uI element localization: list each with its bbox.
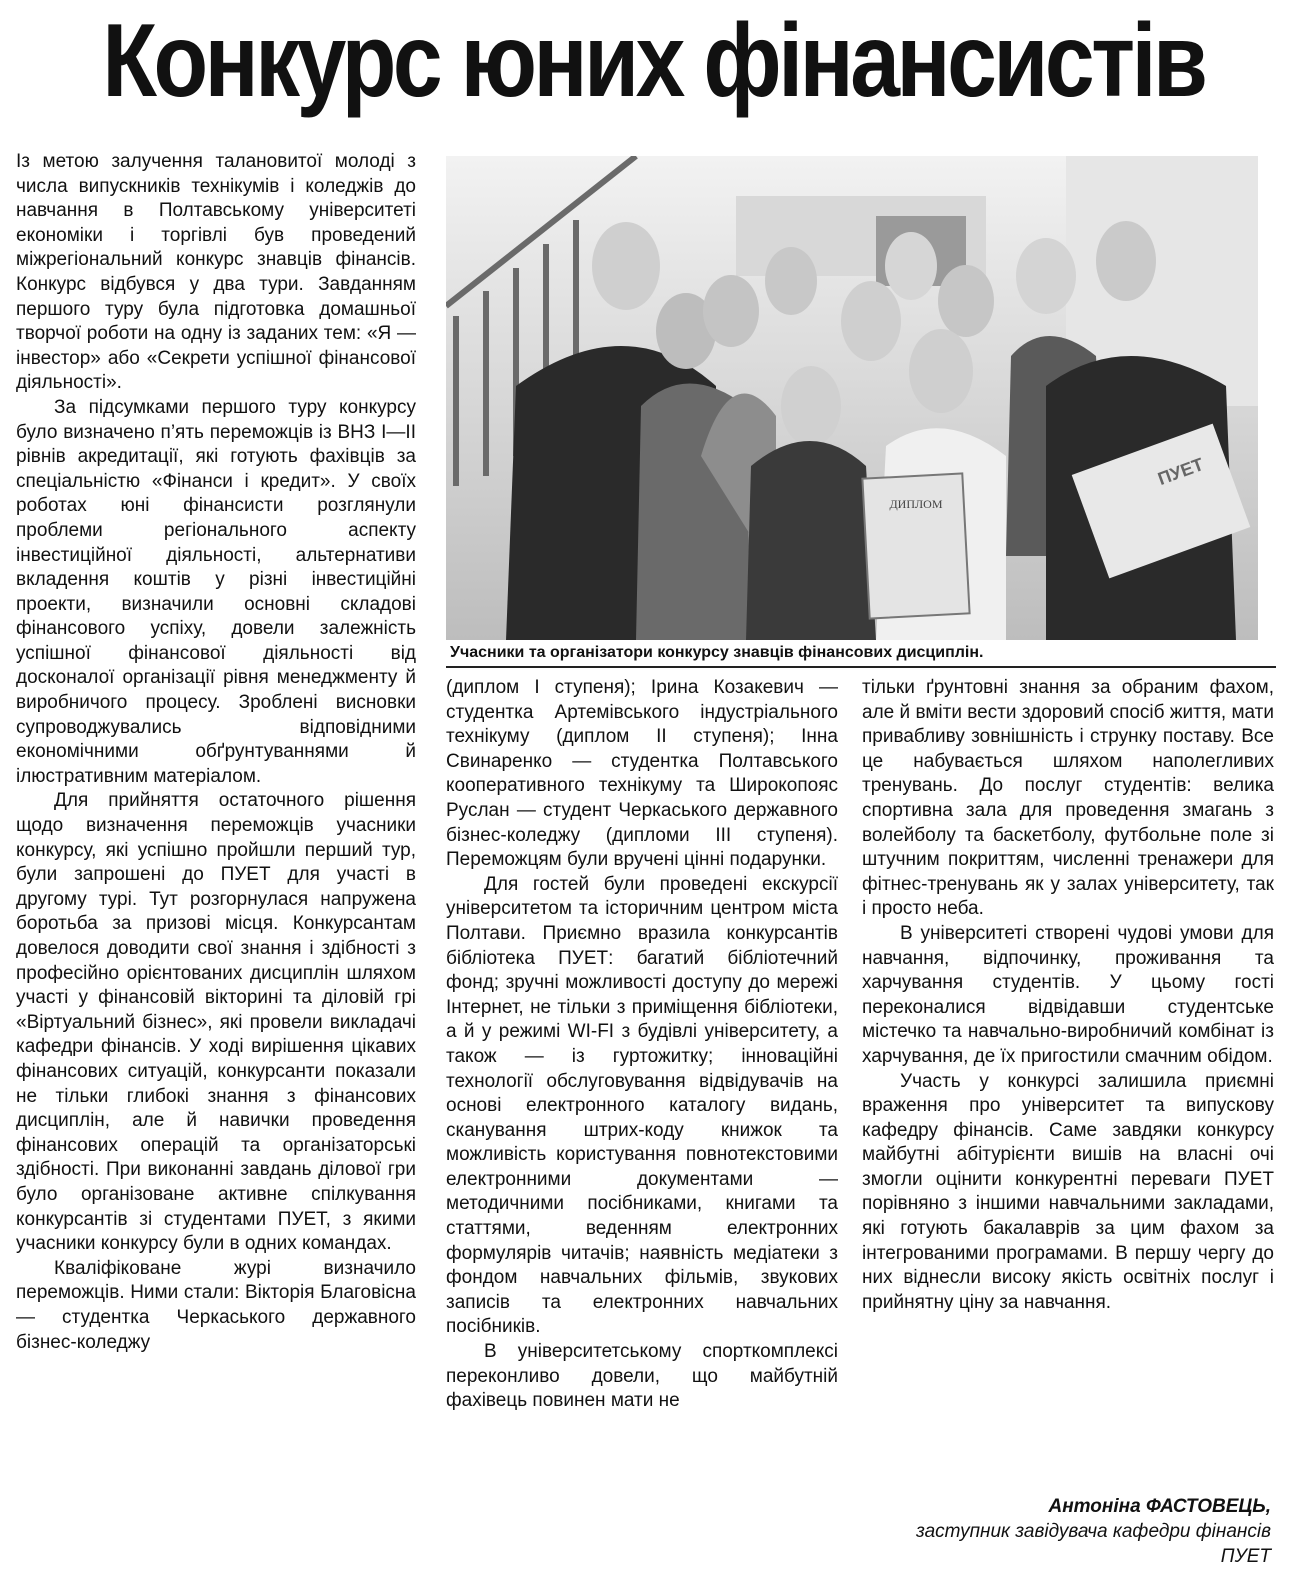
article-column-3 <box>862 676 1274 1315</box>
bag-logo-text: ПУЕТ <box>1155 454 1207 489</box>
article-column-1 <box>16 150 416 1355</box>
paragraph: тільки ґрунтовні знання за обраним фахом, але й вміти вести здоровий спосіб життя, мати привабливу зовнішність і струнку поставу. Все це набувається шляхом наполегливих тренувань. До послуг студентів: велика спортивна зала для проведення змагань з волейболу та баскетболу, футбольне поле зі штучним покриттям, численні тренажери для фітнес-тренувань як у залах університету, так і просто неба. <box>862 677 1274 920</box>
diploma-certificate <box>862 473 969 618</box>
paragraph: Для гостей були проведені екскурсії університетом та історичним центром міста Полтави. Приємно вразила конкурсантів бібліотека ПУЕТ: багатий бібліотечний фонд; зручні можливості доступу до мережі Інтернет, не тільки з приміщення бібліотеки, а й у режимі WI-FI з будівлі університету, а також — із гуртожитку; інноваційні технології обслуговування відвідувачів на основі електронного каталогу видань, сканування штрих-коду книжок та можливість користування повнотекстовими електронними документами — методичними посібниками, книгами та статтями, веденням електронних формулярів читачів; наявність медіатеки з фондом навчальних фільмів, звукових записів та електронних навчальних посібників. <box>446 873 838 1338</box>
article-column-2 <box>446 676 838 1414</box>
group-photo <box>446 156 1258 640</box>
author-name: Антоніна ФАСТОВЕЦЬ, <box>1048 1496 1271 1517</box>
paragraph: В університеті створені чудові умови для навчання, відпочинку, проживання та харчування студентів. У цьому гості переконалися відвідавши студентське містечко та навчально-виробничий комбінат із харчування, де їх пригостили смачним обідом. <box>862 922 1274 1067</box>
photo-caption: Учасники та організатори конкурсу знавців фінансових дисциплін. <box>450 644 984 661</box>
paragraph: За підсумками першого туру конкурсу було визначено п’ять переможців із ВНЗ I—II рівнів акредитації, які готують фахівців за спеціальністю «Фінанси і кредит». У своїх роботах юні фінансисти розглянули проблеми регіонального аспекту інвестиційної діяльності, альтернативи вкладення коштів у різні інвестиційні проекти, визначили основні складові фінансового успіху, довели залежність успішної фінансової діяльності від досконалої організації рівня менеджменту й виробничого процесу. Зроблені висновки супроводжувались відповідними економічними обґрунтуваннями й ілюстративним матеріалом. <box>16 396 416 787</box>
diploma-label: ДИПЛОМ <box>889 497 943 511</box>
paragraph: Для прийняття остаточного рішення щодо визначення переможців учасники конкурсу, які успішно пройшли перший тур, були запрошені до ПУЕТ для участі в другому турі. Тут розгорнулася напружена боротьба за призові місця. Конкурсантам довелося доводити свої знання і здібності з професійно орієнтованих дисциплін шляхом участі у фінансовій вікторині та діловій грі «Віртуальний бізнес», які провели викладачі кафедри фінансів. У ході вирішення цікавих фінансових ситуацій, конкурсанти показали не тільки глибокі знання з фінансових дисциплін, але й навички проведення фінансових операцій та організаторські здібності. При виконанні завдань ділової гри було організоване активне спілкування конкурсантів зі студентами ПУЕТ, з якими учасники конкурсу були в одних командах. <box>16 790 416 1255</box>
article-title: Конкурс юних фінансистів <box>102 3 1205 119</box>
paragraph: В університетському спорткомплексі переконливо довели, що майбутній фахівець повинен мати не <box>446 1341 838 1412</box>
caption-divider <box>446 666 1276 668</box>
paragraph: Із метою залучення талановитої молоді з числа випускників технікумів і коледжів до навчання в Полтавському університеті економіки і торгівлі був проведений міжрегіональний конкурс знавців фінансів. Конкурс відбувся у два тури. Завданням першого туру була підготовка домашньої творчої роботи на одну із заданих тем: «Я — інвестор» або «Секрети успішної фінансової діяльності». <box>16 151 416 394</box>
paragraph: Участь у конкурсі залишила приємні враження про університет та випускову кафедру фінансів. Саме завдяки конкурсу майбутні абітурієнти вишів на власні очі змогли оцінити конкурентні переваги ПУЕТ порівняно з іншими навчальними закладами, які готують бакалаврів за цим фахом за інтегрованими програмами. В першу чергу до них віднесли високу якість освітніх послуг і прийнятну ціну за навчання. <box>862 1070 1274 1313</box>
paragraph: (диплом I ступеня); Ірина Козакевич — студентка Артемівського індустріального технікуму (диплом II ступеня); Інна Свинаренко — студентка Полтавського кооперативного технікуму та Широкопояс Руслан — студент Черкаського державного бізнес-коледжу (дипломи III ступеня). Переможцям були вручені цінні подарунки. <box>446 677 838 871</box>
paragraph: Кваліфіковане журі визначило переможців. Ними стали: Вікторія Благовісна — студентка Черкаського державного бізнес-коледжу <box>16 1257 416 1353</box>
author-role: заступник завідувача кафедри фінансів ПУЕТ <box>915 1521 1271 1567</box>
group-photo-illustration <box>446 156 1258 640</box>
